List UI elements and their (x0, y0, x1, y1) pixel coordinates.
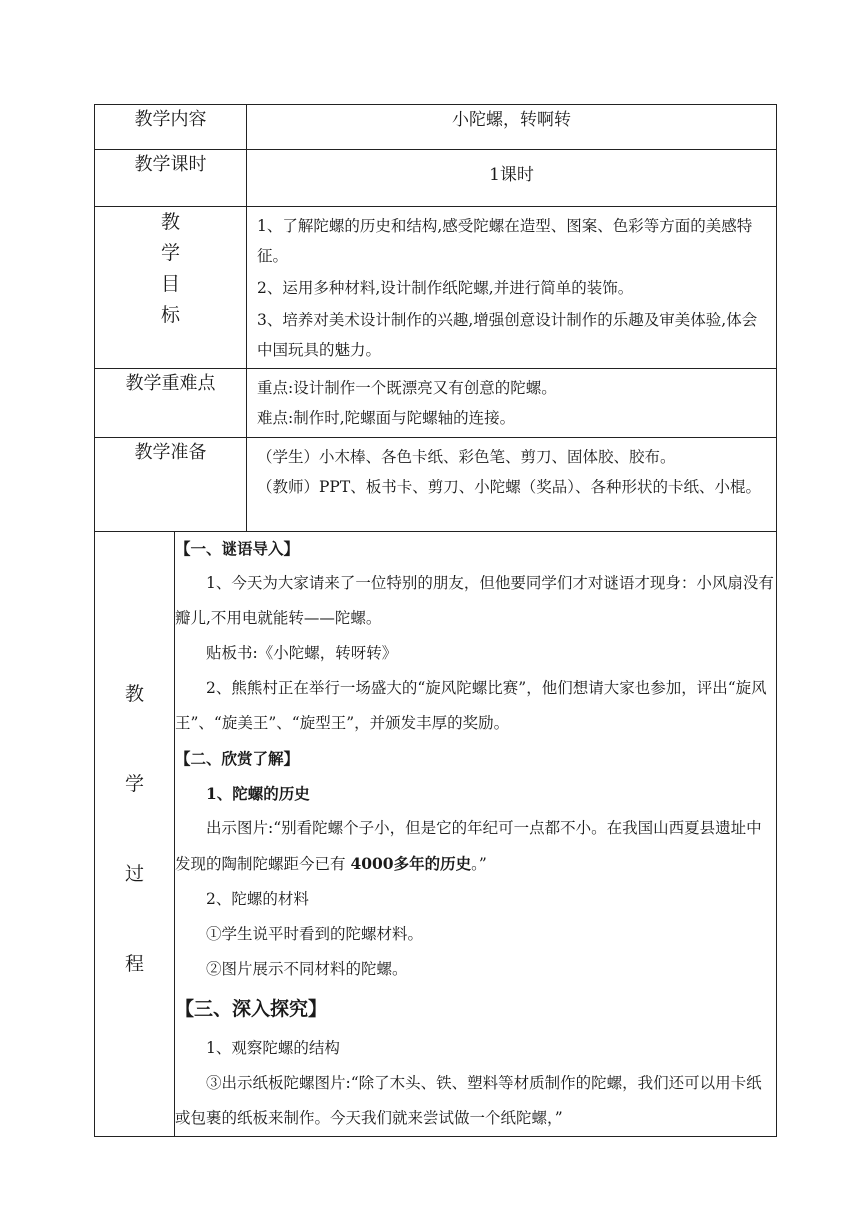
goals-label: 教 学 目 标 (95, 207, 247, 369)
key-points (247, 369, 777, 438)
section-title: 【三、深入探究】 (175, 998, 328, 1020)
row-preparation (95, 438, 777, 532)
key-point-item: 重点:设计制作一个既漂亮又有创意的陀螺。 (257, 379, 557, 397)
prep-label: 教学准备 (95, 438, 247, 532)
process-label: 教 学 过 程 (95, 532, 175, 1137)
paragraph: ③出示纸板陀螺图片:“除了木头、铁、塑料等材质制作的陀螺，我们还可以用卡纸或包裹的纸板来制作。今天我们就来尝试做一个纸陀螺，” (175, 1074, 762, 1127)
content-label: 教学内容 (95, 105, 247, 150)
row-content (95, 105, 777, 150)
section-title: 【一、谜语导入】 (175, 539, 300, 558)
paragraph: ①学生说平时看到的陀螺材料。 (206, 925, 424, 943)
goal-item: 1、了解陀螺的历史和结构,感受陀螺在造型、图案、色彩等方面的美感特征。 (257, 217, 753, 265)
hours-label: 教学课时 (95, 150, 247, 207)
paragraph: 2、熊熊村正在举行一场盛大的“旋风陀螺比赛”，他们想请大家也参加，评出“旋风王”、“旋美王”、“旋型王”，并颁发丰厚的奖励。 (175, 679, 767, 732)
paragraph: 2、陀螺的材料 (206, 890, 309, 908)
row-key-points (95, 369, 777, 438)
lesson-plan-page (94, 104, 776, 1137)
prep-item: （教师）PPT、板书卡、剪刀、小陀螺（奖品）、各种形状的卡纸、小棍。 (257, 478, 761, 496)
key-label: 教学重难点 (95, 369, 247, 438)
subsection-title: 1、陀螺的历史 (206, 784, 310, 803)
paragraph: ②图片展示不同材料的陀螺。 (206, 960, 408, 978)
paragraph: 出示图片:“别看陀螺个子小，但是它的年纪可一点都不小。在我国山西夏县遗址中发现的陶制陀螺距今已有 4000多年的历史。” (175, 819, 762, 873)
goal-item: 3、培养对美术设计制作的兴趣,增强创意设计制作的乐趣及审美体验,体会中国玩具的魅力。 (257, 311, 758, 359)
lesson-plan-table (94, 104, 777, 1137)
section-title: 【二、欣赏了解】 (175, 749, 300, 768)
row-goals (95, 207, 777, 369)
paragraph: 贴板书:《小陀螺，转呀转》 (206, 644, 398, 662)
process-content (175, 532, 777, 1137)
key-point-item: 难点:制作时,陀螺面与陀螺轴的连接。 (257, 409, 516, 427)
row-process (95, 532, 777, 1137)
paragraph: 1、今天为大家请来了一位特别的朋友，但他要同学们才对谜语才现身：小风扇没有瓣儿,不用电就能转——陀螺。 (175, 574, 774, 627)
goal-item: 2、运用多种材料,设计制作纸陀螺,并进行简单的装饰。 (257, 279, 634, 297)
row-hours (95, 150, 777, 207)
hours-value: 1课时 (247, 150, 777, 207)
goals-list (247, 207, 777, 369)
prep-list (247, 438, 777, 532)
prep-item: （学生）小木棒、各色卡纸、彩色笔、剪刀、固体胶、胶布。 (257, 448, 676, 466)
content-value: 小陀螺，转啊转 (247, 105, 777, 150)
paragraph: 1、观察陀螺的结构 (206, 1039, 340, 1057)
